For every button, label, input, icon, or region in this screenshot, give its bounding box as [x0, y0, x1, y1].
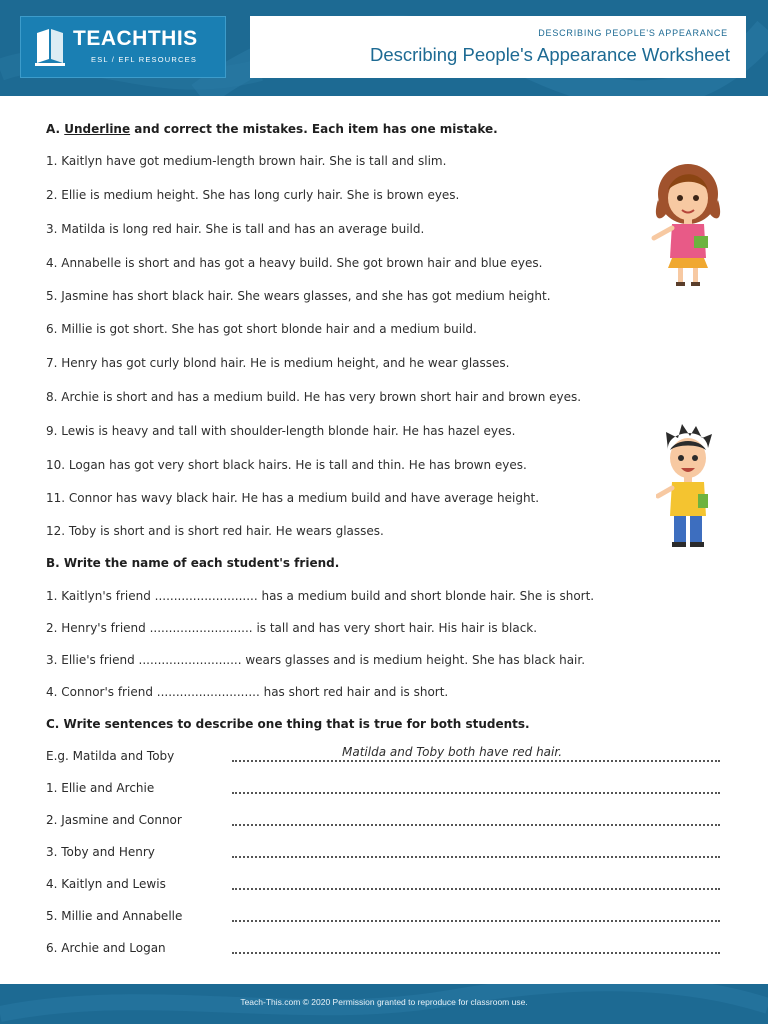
- title-box: [250, 16, 746, 78]
- answer-line[interactable]: [232, 950, 720, 954]
- section-a-instruction: and correct the mistakes. Each item has one mistake.: [134, 122, 498, 136]
- section-b-prefix: 1. Kaitlyn's friend: [46, 589, 151, 603]
- section-c-item-label: 4. Kaitlyn and Lewis: [46, 877, 166, 891]
- girl-illustration: [650, 160, 726, 290]
- section-b-item: [46, 652, 585, 668]
- copyright-notice: Teach-This.com © 2020 Permission granted to reproduce for classroom use.: [240, 997, 528, 1007]
- book-logo-icon: [33, 27, 67, 67]
- answer-line[interactable]: [232, 886, 720, 890]
- section-c-item-label: 5. Millie and Annabelle: [46, 909, 183, 923]
- section-a-item: 6. Millie is got short. She has got short blonde hair and a medium build.: [46, 322, 477, 336]
- section-b-prefix: 2. Henry's friend: [46, 621, 146, 635]
- section-b-item: [46, 620, 537, 636]
- answer-blank[interactable]: ...........................: [156, 685, 260, 699]
- section-c-item-label: 6. Archie and Logan: [46, 941, 166, 955]
- section-a-item: 3. Matilda is long red hair. She is tall and has an average build.: [46, 222, 425, 236]
- header-banner: [0, 0, 768, 96]
- section-c-item-label: 1. Ellie and Archie: [46, 781, 155, 795]
- teachthis-logo[interactable]: [20, 16, 226, 78]
- section-a-item: 2. Ellie is medium height. She has long curly hair. She is brown eyes.: [46, 188, 460, 202]
- answer-line[interactable]: [232, 918, 720, 922]
- section-b-heading: B. Write the name of each student's friend.: [46, 556, 340, 570]
- section-a-item: 5. Jasmine has short black hair. She wears glasses, and she has got medium height.: [46, 289, 551, 303]
- section-a-item: 4. Annabelle is short and has got a heavy build. She got brown hair and blue eyes.: [46, 256, 543, 270]
- section-a-item: 12. Toby is short and is short red hair. He wears glasses.: [46, 524, 384, 538]
- section-b-item: [46, 684, 448, 700]
- section-a-item: 7. Henry has got curly blond hair. He is medium height, and he wear glasses.: [46, 356, 510, 370]
- section-b-prefix: 3. Ellie's friend: [46, 653, 135, 667]
- worksheet-title: Describing People's Appearance Worksheet: [369, 44, 730, 65]
- section-a-item: 10. Logan has got very short black hairs. He is tall and thin. He has brown eyes.: [46, 458, 527, 472]
- section-c-item-label: 3. Toby and Henry: [46, 845, 155, 859]
- answer-line[interactable]: [232, 822, 720, 826]
- section-c-example-label: E.g. Matilda and Toby: [46, 749, 175, 763]
- answer-blank[interactable]: ...........................: [138, 653, 242, 667]
- section-a-item: 9. Lewis is heavy and tall with shoulder-length blonde hair. He has hazel eyes.: [46, 424, 516, 438]
- section-b-clue: wears glasses and is medium height. She has black hair.: [245, 653, 586, 667]
- section-b-item: [46, 588, 594, 604]
- section-a-item: 1. Kaitlyn have got medium-length brown hair. She is tall and slim.: [46, 154, 447, 168]
- answer-line[interactable]: [232, 790, 720, 794]
- section-b-clue: is tall and has very short hair. His hair is black.: [256, 621, 538, 635]
- logo-subtitle: ESL / EFL RESOURCES: [91, 55, 198, 64]
- section-a-item: 8. Archie is short and has a medium build. He has very brown short hair and brown eyes.: [46, 390, 582, 404]
- section-c-heading: C. Write sentences to describe one thing that is true for both students.: [46, 717, 530, 731]
- boy-illustration: [656, 424, 720, 550]
- section-b-clue: has a medium build and short blonde hair. She is short.: [261, 589, 595, 603]
- section-a-item: 11. Connor has wavy black hair. He has a medium build and have average height.: [46, 491, 540, 505]
- section-a-underline-word: Underline: [64, 122, 131, 136]
- answer-line[interactable]: [232, 854, 720, 858]
- footer-banner: [0, 984, 768, 1024]
- section-a-heading: [46, 121, 498, 137]
- section-a-label: A.: [46, 122, 61, 136]
- logo-text: TEACHTHIS: [73, 27, 198, 50]
- answer-blank[interactable]: ...........................: [154, 589, 258, 603]
- worksheet-eyebrow: DESCRIBING PEOPLE'S APPEARANCE: [538, 28, 728, 38]
- section-b-prefix: 4. Connor's friend: [46, 685, 153, 699]
- section-b-clue: has short red hair and is short.: [263, 685, 449, 699]
- answer-blank[interactable]: ...........................: [149, 621, 253, 635]
- section-c-item-label: 2. Jasmine and Connor: [46, 813, 182, 827]
- section-c-example-answer: Matilda and Toby both have red hair.: [342, 745, 563, 759]
